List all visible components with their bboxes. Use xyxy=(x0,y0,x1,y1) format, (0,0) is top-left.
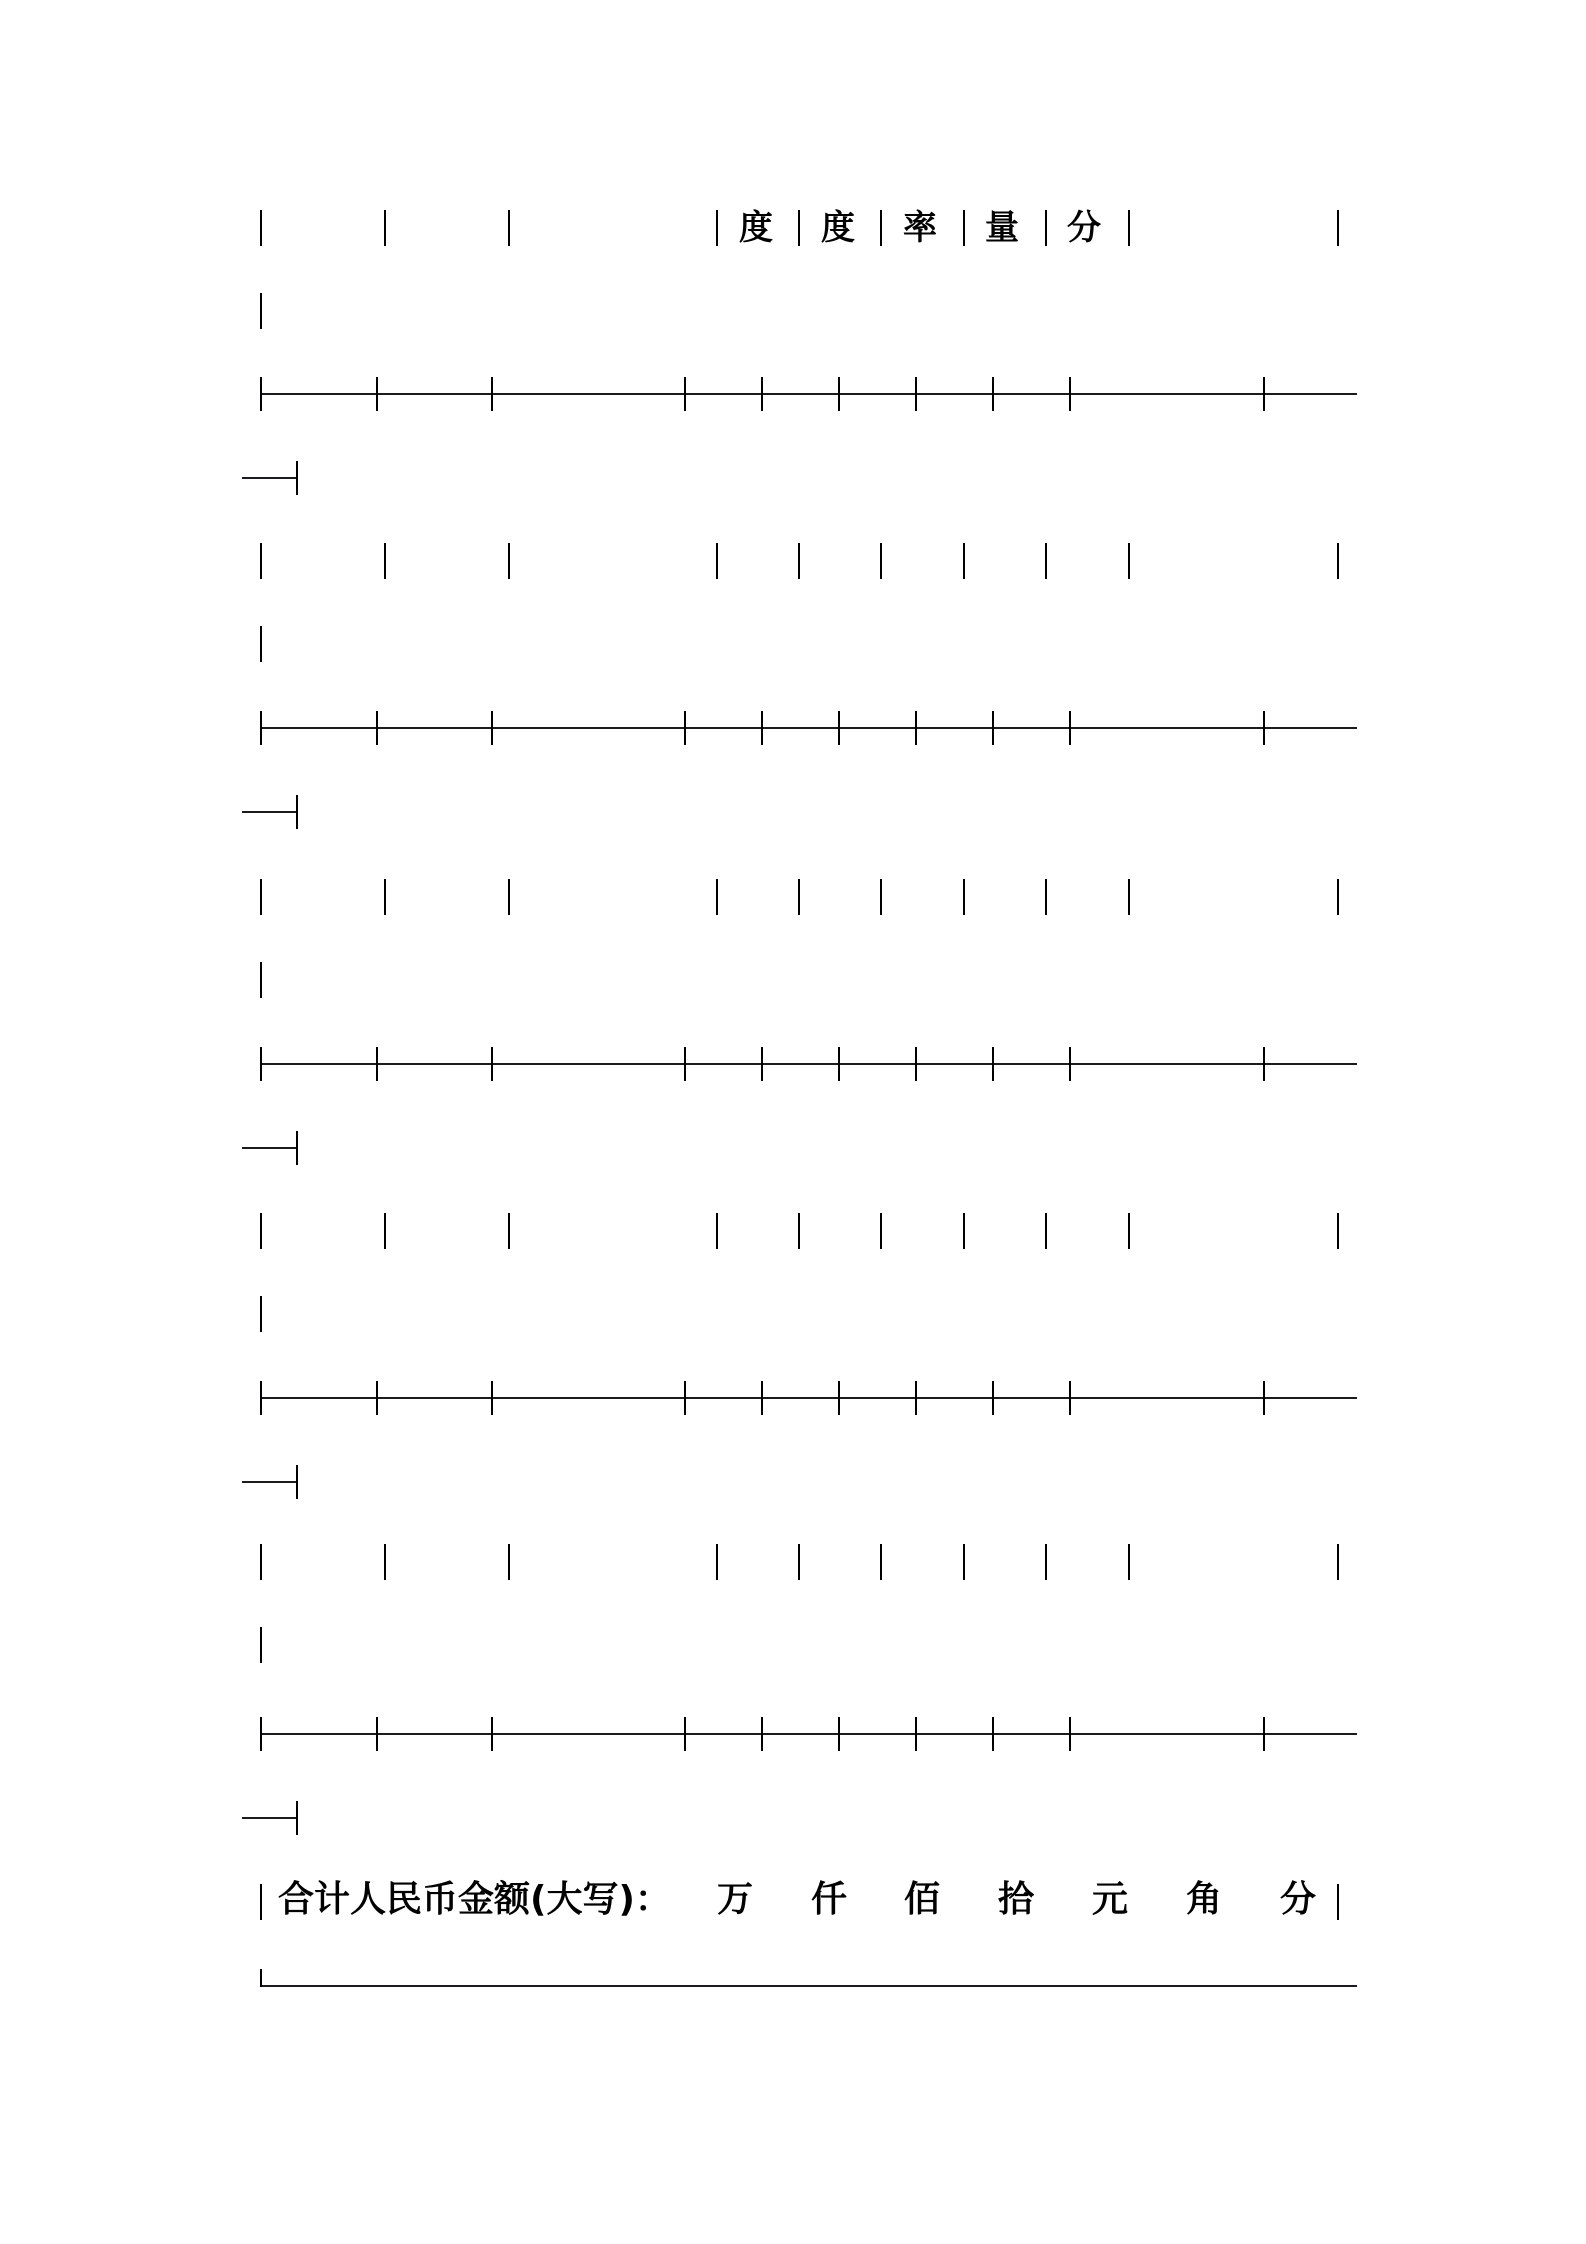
bottom-left-corner xyxy=(260,1969,262,1987)
row5-cell-border-3 xyxy=(508,1544,510,1580)
row2-cell-border-2 xyxy=(384,543,386,579)
row5-cell-border-8 xyxy=(1045,1544,1047,1580)
rule-3-tail xyxy=(242,1147,298,1149)
row1-cell-border-1 xyxy=(260,210,262,246)
rule-line-3 xyxy=(260,1063,1357,1065)
rule-4-tick-1 xyxy=(260,1381,262,1415)
row2-cell-border-6 xyxy=(880,543,882,579)
rule-line-4 xyxy=(260,1397,1357,1399)
row3-cell-border-3 xyxy=(508,879,510,915)
row4-cell-border-6 xyxy=(880,1213,882,1249)
row4-cell-border-10 xyxy=(1337,1213,1339,1249)
row3-cell-border-5 xyxy=(798,879,800,915)
row3-cell-border-2 xyxy=(384,879,386,915)
row2-cell-border-10 xyxy=(1337,543,1339,579)
rule-line-2 xyxy=(260,727,1357,729)
row5-cell-border-6 xyxy=(880,1544,882,1580)
header-cell-4: 量 xyxy=(985,208,1019,248)
header-cell-5: 分 xyxy=(1067,208,1101,248)
rule-5-tick-7 xyxy=(915,1717,917,1751)
rule-4-tick-5 xyxy=(761,1381,763,1415)
rule-4-tick-9 xyxy=(1069,1381,1071,1415)
row1-cell-border-2 xyxy=(384,210,386,246)
row4-cell-border-8 xyxy=(1045,1213,1047,1249)
rule-1-tick-7 xyxy=(915,377,917,411)
row3-cell-border-1 xyxy=(260,879,262,915)
rule-5-tick-1 xyxy=(260,1717,262,1751)
rule-5-tail-tick xyxy=(296,1801,298,1835)
rule-5-tick-2 xyxy=(376,1717,378,1751)
rule-2-tick-2 xyxy=(376,711,378,745)
rule-1-tick-9 xyxy=(1069,377,1071,411)
row3-left-continuation xyxy=(260,962,262,998)
rule-3-tick-3 xyxy=(491,1047,493,1081)
row2-left-continuation xyxy=(260,626,262,662)
rule-4-tick-3 xyxy=(491,1381,493,1415)
row1-cell-border-9 xyxy=(1128,210,1130,246)
row5-cell-border-1 xyxy=(260,1544,262,1580)
row5-cell-border-10 xyxy=(1337,1544,1339,1580)
row4-cell-border-1 xyxy=(260,1213,262,1249)
rule-5-tail xyxy=(242,1817,298,1819)
row4-left-continuation xyxy=(260,1296,262,1332)
rule-2-tick-10 xyxy=(1263,711,1265,745)
rule-1-tick-1 xyxy=(260,377,262,411)
rule-1-tick-10 xyxy=(1263,377,1265,411)
rule-2-tail xyxy=(242,811,298,813)
rule-3-tick-8 xyxy=(992,1047,994,1081)
total-left-bar xyxy=(260,1884,262,1920)
rule-4-tick-10 xyxy=(1263,1381,1265,1415)
rule-4-tail-tick xyxy=(296,1465,298,1499)
header-cell-3: 率 xyxy=(903,208,937,248)
rule-4-tail xyxy=(242,1481,298,1483)
rule-5-tick-8 xyxy=(992,1717,994,1751)
bottom-rule xyxy=(260,1985,1357,1987)
rule-1-tick-2 xyxy=(376,377,378,411)
header-cell-1: 度 xyxy=(739,208,773,248)
row5-left-continuation xyxy=(260,1627,262,1663)
unit-fen: 分 xyxy=(1279,1879,1316,1920)
rule-5-tick-5 xyxy=(761,1717,763,1751)
rule-1-tick-8 xyxy=(992,377,994,411)
row5-cell-border-5 xyxy=(798,1544,800,1580)
rule-2-tick-1 xyxy=(260,711,262,745)
unit-qian: 仟 xyxy=(810,1879,847,1920)
rule-3-tick-10 xyxy=(1263,1047,1265,1081)
row3-cell-border-10 xyxy=(1337,879,1339,915)
row2-cell-border-1 xyxy=(260,543,262,579)
rule-4-tick-4 xyxy=(684,1381,686,1415)
unit-jiao: 角 xyxy=(1185,1879,1222,1920)
row2-cell-border-4 xyxy=(716,543,718,579)
rule-2-tick-5 xyxy=(761,711,763,745)
row1-cell-border-8 xyxy=(1045,210,1047,246)
rule-3-tick-7 xyxy=(915,1047,917,1081)
row1-cell-border-4 xyxy=(716,210,718,246)
unit-yuan: 元 xyxy=(1091,1879,1128,1920)
row1-cell-border-7 xyxy=(963,210,965,246)
rule-2-tail-tick xyxy=(296,795,298,829)
row5-cell-border-7 xyxy=(963,1544,965,1580)
row1-left-continuation xyxy=(260,293,262,329)
row2-cell-border-9 xyxy=(1128,543,1130,579)
row3-cell-border-4 xyxy=(716,879,718,915)
rule-5-tick-4 xyxy=(684,1717,686,1751)
rule-5-tick-10 xyxy=(1263,1717,1265,1751)
unit-bai: 佰 xyxy=(903,1879,940,1920)
rule-5-tick-3 xyxy=(491,1717,493,1751)
rule-3-tick-9 xyxy=(1069,1047,1071,1081)
row4-cell-border-9 xyxy=(1128,1213,1130,1249)
rule-1-tail xyxy=(242,477,298,479)
rule-2-tick-9 xyxy=(1069,711,1071,745)
unit-shi: 拾 xyxy=(997,1879,1034,1920)
row2-cell-border-3 xyxy=(508,543,510,579)
row5-cell-border-4 xyxy=(716,1544,718,1580)
row3-cell-border-8 xyxy=(1045,879,1047,915)
row4-cell-border-4 xyxy=(716,1213,718,1249)
rule-4-tick-6 xyxy=(838,1381,840,1415)
rule-2-tick-6 xyxy=(838,711,840,745)
row4-cell-border-7 xyxy=(963,1213,965,1249)
row3-cell-border-6 xyxy=(880,879,882,915)
rule-5-tick-6 xyxy=(838,1717,840,1751)
rule-line-1 xyxy=(260,393,1357,395)
row5-cell-border-9 xyxy=(1128,1544,1130,1580)
rule-3-tick-2 xyxy=(376,1047,378,1081)
rule-4-tick-8 xyxy=(992,1381,994,1415)
rule-1-tick-4 xyxy=(684,377,686,411)
row1-cell-border-10 xyxy=(1337,210,1339,246)
row4-cell-border-5 xyxy=(798,1213,800,1249)
rule-4-tick-7 xyxy=(915,1381,917,1415)
rule-3-tail-tick xyxy=(296,1131,298,1165)
row2-cell-border-8 xyxy=(1045,543,1047,579)
rule-line-5 xyxy=(260,1733,1357,1735)
rule-1-tick-6 xyxy=(838,377,840,411)
rule-2-tick-4 xyxy=(684,711,686,745)
rule-2-tick-7 xyxy=(915,711,917,745)
row2-cell-border-5 xyxy=(798,543,800,579)
row1-cell-border-6 xyxy=(880,210,882,246)
rule-1-tail-tick xyxy=(296,461,298,495)
row3-cell-border-7 xyxy=(963,879,965,915)
rule-3-tick-1 xyxy=(260,1047,262,1081)
row1-cell-border-5 xyxy=(798,210,800,246)
total-right-bar xyxy=(1337,1884,1339,1920)
rule-3-tick-4 xyxy=(684,1047,686,1081)
rule-1-tick-5 xyxy=(761,377,763,411)
row5-cell-border-2 xyxy=(384,1544,386,1580)
unit-wan: 万 xyxy=(716,1879,753,1920)
rule-4-tick-2 xyxy=(376,1381,378,1415)
rule-5-tick-9 xyxy=(1069,1717,1071,1751)
header-cell-2: 度 xyxy=(821,208,855,248)
rule-2-tick-8 xyxy=(992,711,994,745)
rule-1-tick-3 xyxy=(491,377,493,411)
row2-cell-border-7 xyxy=(963,543,965,579)
row4-cell-border-3 xyxy=(508,1213,510,1249)
rule-3-tick-6 xyxy=(838,1047,840,1081)
row1-cell-border-3 xyxy=(508,210,510,246)
total-amount-label: 合计人民币金额(大写)： xyxy=(278,1879,671,1920)
row4-cell-border-2 xyxy=(384,1213,386,1249)
row3-cell-border-9 xyxy=(1128,879,1130,915)
rule-2-tick-3 xyxy=(491,711,493,745)
rule-3-tick-5 xyxy=(761,1047,763,1081)
